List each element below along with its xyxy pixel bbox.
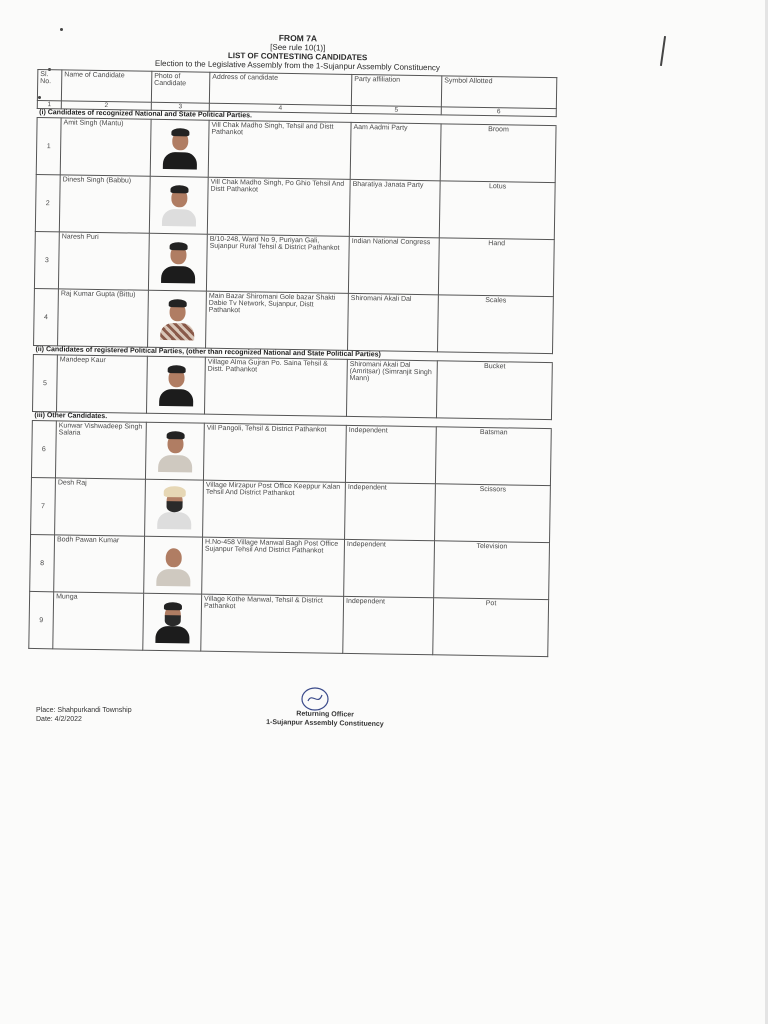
symbol-allotted: Scissors [435,484,551,543]
candidate-address: Vill Pangoli, Tehsil & District Pathankot [203,423,346,482]
candidate-address: H.No-458 Village Manwal Bagh Post Office Sujanpur Tehsil And District Pathankot [202,537,345,596]
place-text: Place: Shahpurkandi Township [36,707,132,714]
party-affiliation: Independent [345,482,436,540]
serial-number: 3 [34,231,59,288]
man-glasses-portrait-icon [152,542,195,587]
party-affiliation: Shiromani Akali Dal [348,293,439,351]
candidate-photo [150,119,209,177]
party-affiliation: Independent [343,596,434,654]
col-number: 2 [61,101,151,110]
place-date-block [36,706,132,724]
serial-number: 6 [31,420,56,477]
col-number: 1 [37,100,61,108]
symbol-allotted: Bucket [436,361,552,420]
candidate-photo [149,176,208,234]
table-row [31,477,551,542]
pen-mark [660,36,666,66]
candidate-address: Village Alma Gujran Po. Saina Tehsil & Distt. Pathankot [204,357,347,416]
man-dark-suit-portrait-icon [157,239,200,284]
man-brown-hair-portrait-icon [158,125,201,170]
party-affiliation: Bharatiya Janata Party [349,179,440,237]
candidate-photo [148,290,207,348]
col-number: 4 [209,103,351,113]
col-header-photo: Photo of Candidate [151,71,209,103]
serial-number: 5 [33,354,58,411]
candidate-name: Munga [53,592,144,650]
candidate-name: Bodh Pawan Kumar [54,535,145,593]
serial-number: 2 [35,174,60,231]
table-row [31,420,551,485]
man-light-portrait-icon [154,428,197,473]
constituency-text: 1-Sujanpur Assembly Constituency [266,718,384,729]
candidate-photo [145,422,204,480]
candidate-address: Vill Chak Madho Singh, Po Ghio Tehsil And Distt Pathankot [207,177,350,236]
symbol-allotted: Scales [437,295,553,354]
candidate-name: Dinesh Singh (Babbu) [59,175,150,233]
signature-seal-icon [300,686,330,712]
party-affiliation: Independent [344,539,435,597]
col-number: 3 [151,102,209,111]
candidate-name: Desh Raj [55,478,146,536]
officer-block [250,709,400,730]
col-header-party: Party affiliation [351,74,441,106]
symbol-allotted: Lotus [439,181,555,240]
candidate-address: B/10-248, Ward No 9, Puriyan Gali, Sujanpur Rural Tehsil & District Pathankot [206,234,349,293]
candidate-address: Vill Chak Madho Singh, Tehsil and Distt Pathankot [208,120,351,179]
section-title: (iii) Other Candidates. [32,411,551,428]
form-header [37,30,558,74]
candidates-body [29,108,556,656]
table-row [33,354,553,419]
table-row [36,117,556,182]
candidate-photo [144,536,203,594]
candidate-photo [148,233,207,291]
officer-title: Returning Officer [296,710,354,719]
section-title: (i) Candidates of recognized National and State Political Parties. [37,108,556,125]
col-number: 5 [351,105,441,114]
table-row [34,288,554,353]
man-checked-shirt-portrait-icon [156,296,199,341]
table-row [29,591,549,656]
candidate-photo [143,593,202,651]
candidate-photo [145,479,204,537]
table-row [34,231,554,296]
candidate-name: Mandeep Kaur [57,355,148,413]
man-beard-portrait-icon [151,599,194,644]
party-affiliation: Aam Aadmi Party [350,122,441,180]
col-number: 6 [441,107,556,117]
table-row [30,534,550,599]
serial-number: 1 [36,117,61,174]
symbol-allotted: Television [434,541,550,600]
serial-number: 4 [34,288,59,345]
man-turban-portrait-icon [153,485,196,530]
form-title: FROM 7A [278,32,318,44]
col-header-symbol: Symbol Allotted [441,76,556,109]
candidates-table [28,69,557,657]
party-affiliation: Independent [345,425,436,483]
symbol-allotted: Hand [438,238,554,297]
man-white-shirt-portrait-icon [157,182,200,227]
party-affiliation: Indian National Congress [348,236,439,294]
serial-number: 8 [30,534,55,591]
symbol-allotted: Broom [440,124,556,183]
candidate-name: Raj Kumar Gupta (Bittu) [58,289,149,347]
party-affiliation: Shiromani Akali Dal (Amritsar) (Simranjit Singh Mann) [346,359,437,417]
candidate-address: Village Kothe Manwal, Tehsil & District Pathankot [201,594,344,653]
col-header-name: Name of Candidate [61,70,151,102]
form-body [28,30,558,657]
candidate-address: Village Mirzapur Post Office Keeppur Kalan Tehsil And District Pathankot [203,480,346,539]
candidate-name: Naresh Puri [58,232,149,290]
woman-dark-portrait-icon [155,362,198,407]
candidate-name: Kunwar Vishwadeep Singh Salaria [55,421,146,479]
list-title: LIST OF CONTESTING CANDIDATES [227,50,368,63]
candidate-address: Main Bazar Shiromani Gole bazar Shakti Dabie Tv Network, Sujanpur, Distt Pathankot [206,291,349,350]
table-row [35,174,555,239]
candidate-name: Amit Singh (Mantu) [60,118,151,176]
candidate-photo [146,356,205,414]
rule-reference: [See rule 10(1)] [270,42,326,53]
symbol-allotted: Pot [433,598,549,657]
col-header-sno: Sl. No. [37,70,61,101]
symbol-allotted: Batsman [435,427,551,486]
col-header-address: Address of candidate [209,72,351,105]
date-text: Date: 4/2/2022 [36,716,82,723]
section-title: (ii) Candidates of registered Political Parties, (other than recognized National and State Political Parties) [33,345,552,362]
serial-number: 7 [31,477,56,534]
serial-number: 9 [29,591,54,648]
election-title: Election to the Legislative Assembly from the 1-Sujanpur Assembly Constituency [154,58,441,73]
